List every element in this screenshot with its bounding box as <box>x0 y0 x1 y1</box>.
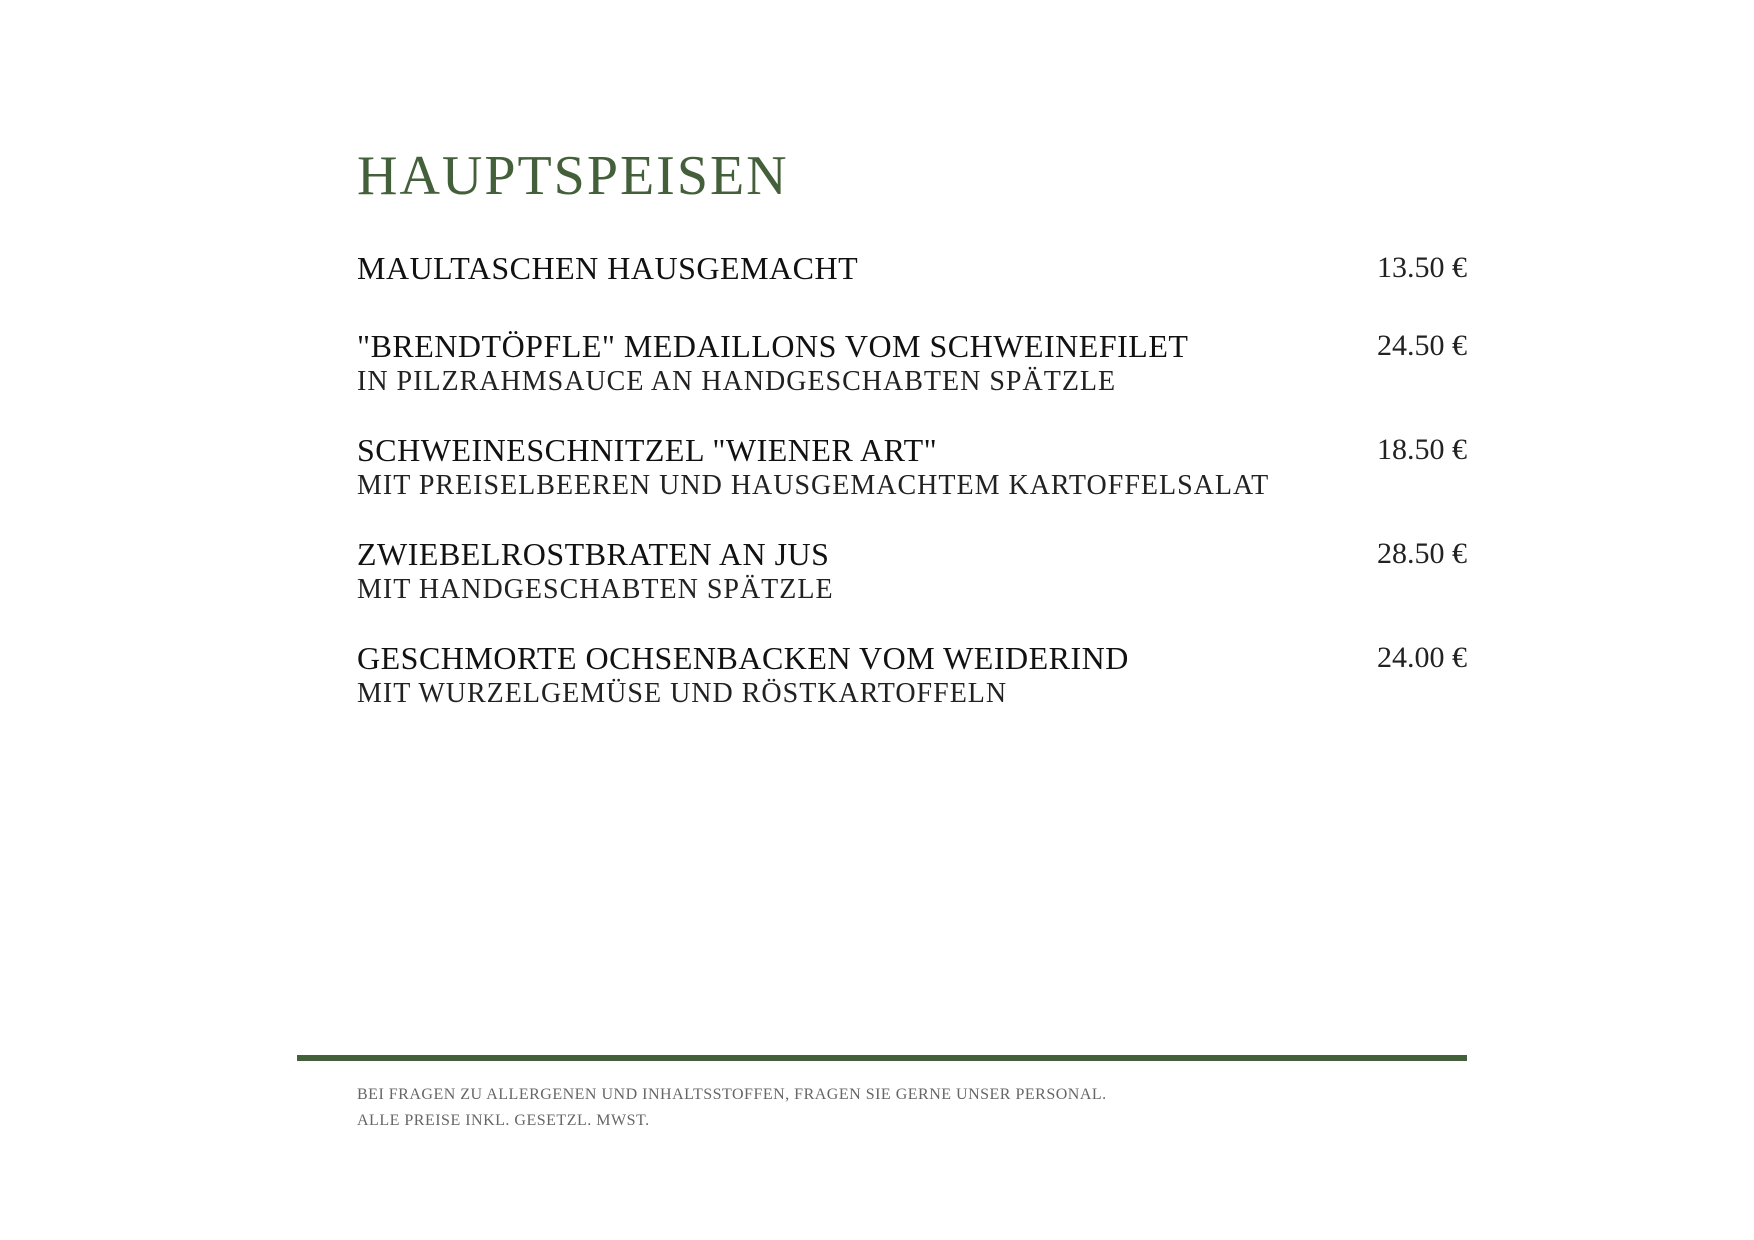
menu-item-zwiebelrostbraten <box>357 536 1467 640</box>
menu-item-maultaschen <box>357 250 1467 328</box>
menu-item-price: 28.50 € <box>1377 537 1467 570</box>
menu-item-price: 24.00 € <box>1377 641 1467 674</box>
footer-divider <box>297 1055 1467 1061</box>
menu-item-price: 13.50 € <box>1377 251 1467 284</box>
allergen-note: BEI FRAGEN ZU ALLERGENEN UND INHALTSSTOFFEN, FRAGEN SIE GERNE UNSER PERSONAL. <box>357 1086 1107 1103</box>
menu-item-description: MIT WURZELGEMÜSE UND RÖSTKARTOFFELN <box>357 678 1008 709</box>
footer-notes <box>357 1082 1357 1134</box>
menu-list <box>357 250 1467 744</box>
menu-item-name: MAULTASCHEN HAUSGEMACHT <box>357 250 859 286</box>
menu-item-brendtoepfle <box>357 328 1467 432</box>
menu-item-schweineschnitzel <box>357 432 1467 536</box>
menu-item-name: GESCHMORTE OCHSENBACKEN VOM WEIDERIND <box>357 640 1129 676</box>
menu-item-ochsenbacken <box>357 640 1467 744</box>
menu-item-description: MIT PREISELBEEREN UND HAUSGEMACHTEM KARTOFFELSALAT <box>357 470 1270 501</box>
tax-note: ALLE PREISE INKL. GESETZL. MWST. <box>357 1112 650 1129</box>
menu-item-description: MIT HANDGESCHABTEN SPÄTZLE <box>357 574 834 605</box>
menu-item-description: IN PILZRAHMSAUCE AN HANDGESCHABTEN SPÄTZLE <box>357 366 1117 397</box>
menu-item-name: "BRENDTÖPFLE" MEDAILLONS VOM SCHWEINEFILET <box>357 328 1189 364</box>
section-title: HAUPTSPEISEN <box>357 145 789 207</box>
menu-item-price: 24.50 € <box>1377 329 1467 362</box>
menu-item-price: 18.50 € <box>1377 433 1467 466</box>
menu-item-name: SCHWEINESCHNITZEL "WIENER ART" <box>357 432 938 468</box>
menu-item-name: ZWIEBELROSTBRATEN AN JUS <box>357 536 830 572</box>
